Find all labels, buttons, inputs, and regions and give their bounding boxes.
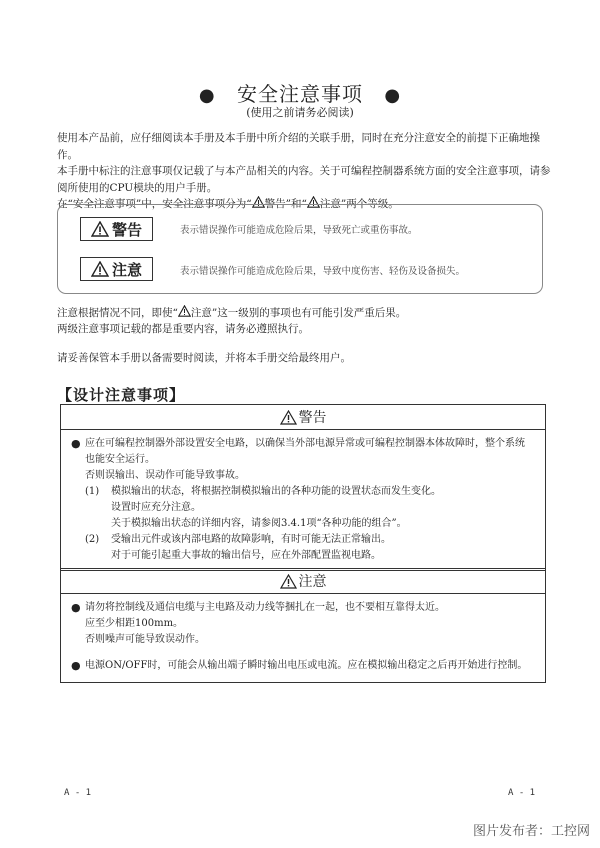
caution-box: [60, 568, 546, 683]
item-line: 也能安全运行。: [85, 454, 155, 465]
page-title: 安全注意事项: [237, 82, 363, 106]
warning-box-body: [61, 430, 545, 570]
caution-signal-label: [80, 257, 153, 281]
intro-warn-label: 警告: [264, 198, 286, 210]
intro-text: 在“安全注意事项”中，安全注意事项分为“: [57, 198, 252, 210]
intro-line: 使用本产品前，应仔细阅读本手册及本手册中所介绍的关联手册，同时在充分注意安全的前提下正确地操作。: [57, 132, 540, 161]
item-line: 请勿将控制线及通信电缆与主电路及动力线等捆扎在一起，也不要相互靠得太近。: [85, 602, 445, 613]
warning-triangle-icon: [91, 221, 109, 237]
warning-signal-label: [80, 217, 153, 241]
item-line: 应至少相距100mm。: [85, 618, 184, 629]
notes-keep-manual: 请妥善保管本手册以备需要时阅读，并将本手册交给最终用户。: [57, 352, 351, 364]
warning-triangle-icon: [91, 261, 109, 277]
warning-signal-description: 表示错误操作可能造成危险后果，导致死亡或重伤事故。: [180, 225, 418, 236]
note-text: ”这一级别的事项也有可能引发严重后果。: [211, 307, 407, 319]
item-line: 否则误输出、误动作可能导致事故。: [85, 470, 245, 481]
sub-item-line: 受输出元件或该内部电路的故障影响，有时可能无法正常输出。: [111, 534, 391, 545]
list-item-text: [85, 436, 525, 564]
sub-item: [85, 484, 525, 500]
list-item-text: [85, 600, 445, 648]
list-item: [71, 658, 535, 674]
item-line: 否则噪声可能导致误动作。: [85, 634, 205, 645]
intro-text: ”两个等级。: [340, 198, 399, 210]
note-line: 两级注意事项记载的都是重要内容，请务必遵照执行。: [57, 323, 309, 335]
intro-line: 阅所使用的CPU模块的用户手册。: [57, 181, 218, 194]
title-bullet-right-icon: ●: [384, 85, 402, 106]
sub-item-line: 模拟输出的状态，将根据控制模拟输出的各种功能的设置状态而发生变化。: [111, 486, 441, 497]
list-item: [71, 600, 535, 648]
page-number-left: A - 1: [64, 788, 92, 798]
page-number-right: A - 1: [508, 788, 536, 798]
sub-item: [85, 532, 525, 548]
page-subtitle: (使用之前请务必阅读): [246, 106, 354, 119]
warning-triangle-icon: [280, 410, 297, 425]
list-item-text: [85, 658, 527, 674]
note-text: 注意根据情况不同，即使“: [57, 307, 178, 319]
item-line: 应在可编程控制器外部设置安全电路，以确保当外部电源异常或可编程控制器本体故障时，整个系统: [85, 438, 525, 449]
notes-paragraph: [57, 305, 557, 337]
sub-item-line: 设置时应充分注意。: [111, 502, 201, 513]
note-line: [57, 305, 557, 321]
sub-item-line: 对于可能引起重大事故的输出信号，应在外部配置监视电路。: [111, 550, 381, 561]
note-caution-label: 注意: [190, 307, 212, 319]
bullet-icon: ●: [71, 437, 81, 450]
signal-level-legend: [57, 204, 543, 294]
bullet-icon: ●: [71, 601, 81, 614]
sub-item-number: (1): [85, 486, 100, 497]
page-title-row: [0, 78, 600, 107]
watermark: 图片发布者：工控网: [472, 824, 590, 839]
warning-triangle-icon: [178, 305, 191, 317]
intro-caution-label: 注意: [319, 198, 341, 210]
section-title: 【设计注意事项】: [57, 386, 186, 404]
item-line: 电源ON/OFF时，可能会从输出端子瞬时输出电压或电流。应在模拟输出稳定之后再开始进行控制。: [85, 660, 528, 671]
caution-signal-description: 表示错误操作可能造成危险后果，导致中度伤害、轻伤及设备损失。: [180, 266, 466, 277]
intro-paragraph: [57, 130, 557, 213]
caution-box-title: 注意: [298, 574, 327, 590]
intro-text: ”和“: [285, 198, 307, 210]
warning-box-header: [61, 405, 545, 430]
sub-item-number: (2): [85, 534, 100, 545]
intro-line: 本手册中标注的注意事项仅记载了与本产品相关的内容。关于可编程控制器系统方面的安全注意事项，请参: [57, 165, 551, 177]
caution-signal-text: 注意: [112, 260, 143, 279]
caution-box-body: [61, 594, 545, 682]
list-item: [71, 436, 535, 564]
title-bullet-left-icon: ●: [198, 85, 216, 106]
warning-box-title: 警告: [298, 410, 327, 426]
bullet-icon: ●: [71, 659, 81, 672]
sub-item-line: 关于模拟输出状态的详细内容，请参阅3.4.1项“各种功能的组合”。: [111, 518, 407, 529]
warning-triangle-icon: [280, 574, 297, 589]
caution-box-header: [61, 569, 545, 594]
warning-signal-text: 警告: [112, 220, 143, 239]
warning-box: [60, 404, 546, 571]
